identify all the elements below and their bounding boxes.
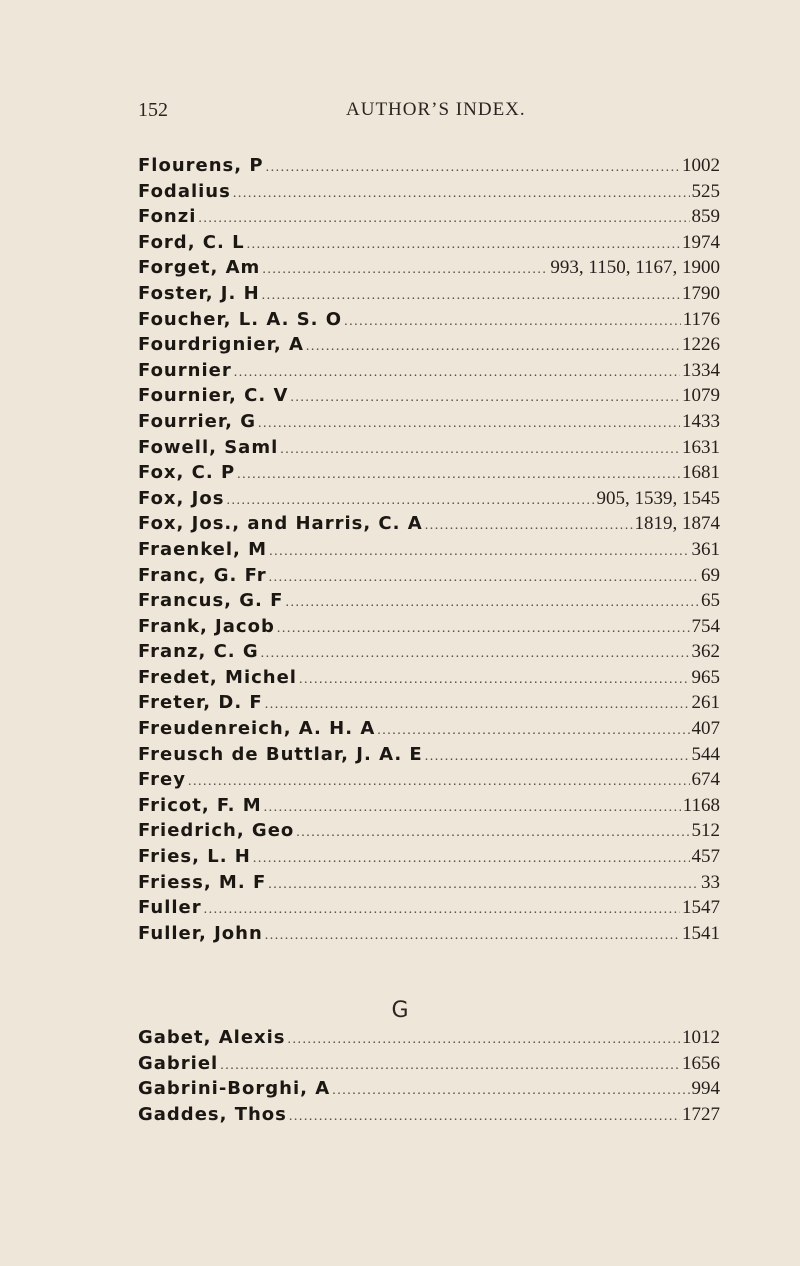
dot-leader (198, 211, 689, 227)
entry-author-name: Freter, D. F (138, 692, 263, 714)
entry-page-numbers: 1819, 1874 (634, 513, 720, 535)
entry-page-numbers: 1433 (682, 410, 720, 432)
index-entry (138, 309, 720, 335)
entry-page-numbers: 362 (691, 641, 720, 663)
dot-leader (288, 1032, 680, 1048)
entry-author-name: Fuller (138, 897, 202, 919)
index-entry (138, 488, 720, 514)
entry-author-name: Foster, J. H (138, 282, 260, 304)
entry-author-name: Fox, Jos (138, 487, 225, 509)
running-title: AUTHOR’S INDEX. (346, 99, 526, 120)
dot-leader (344, 314, 681, 330)
entry-page-numbers: 69 (701, 564, 720, 586)
dot-leader (425, 518, 633, 534)
entry-page-numbers: 1727 (682, 1103, 720, 1125)
dot-leader (233, 186, 690, 202)
dot-leader (261, 646, 690, 662)
index-entry (138, 411, 720, 437)
index-entry (138, 820, 720, 846)
index-entry (138, 565, 720, 591)
entry-page-numbers: 1790 (682, 282, 720, 304)
dot-leader (266, 160, 680, 176)
index-entry (138, 846, 720, 872)
dot-leader (188, 774, 690, 790)
entry-author-name: Fournier (138, 359, 232, 381)
entry-page-numbers: 1681 (682, 462, 720, 484)
index-entry (138, 744, 720, 770)
index-entry (138, 616, 720, 642)
entry-page-numbers: 1656 (682, 1052, 720, 1074)
entry-author-name: Gabrini-Borghi, A (138, 1078, 331, 1100)
entry-page-numbers: 1226 (682, 334, 720, 356)
page-number: 152 (138, 98, 168, 121)
entry-page-numbers: 1541 (682, 922, 720, 944)
dot-leader (269, 570, 699, 586)
entry-page-numbers: 905, 1539, 1545 (596, 487, 720, 509)
dot-leader (306, 339, 680, 355)
dot-leader (289, 1109, 680, 1125)
index-entry (138, 437, 720, 463)
index-entry (138, 923, 720, 949)
entry-author-name: Fodalius (138, 180, 231, 202)
dot-leader (277, 621, 690, 637)
index-entry (138, 1078, 720, 1104)
entry-author-name: Fourdrignier, A (138, 334, 304, 356)
entry-author-name: Ford, C. L (138, 231, 245, 253)
index-entry (138, 232, 720, 258)
dot-leader (268, 877, 699, 893)
page-header (138, 95, 718, 125)
index-entry (138, 360, 720, 386)
entry-author-name: Freusch de Buttlar, J. A. E (138, 743, 423, 765)
entry-page-numbers: 261 (691, 692, 720, 714)
entry-author-name: Fox, Jos., and Harris, C. A (138, 513, 423, 535)
entry-page-numbers: 525 (691, 180, 720, 202)
entry-page-numbers: 859 (691, 206, 720, 228)
entry-author-name: Friess, M. F (138, 871, 267, 893)
index-entry (138, 692, 720, 718)
entry-author-name: Gabriel (138, 1052, 219, 1074)
index-entry (138, 539, 720, 565)
index-entry (138, 590, 720, 616)
entry-page-numbers: 457 (691, 846, 720, 868)
entry-author-name: Fredet, Michel (138, 666, 297, 688)
index-entries-f (138, 155, 720, 948)
index-entry (138, 283, 720, 309)
index-entry (138, 795, 720, 821)
dot-leader (253, 851, 690, 867)
entry-page-numbers: 512 (691, 820, 720, 842)
index-entry (138, 334, 720, 360)
entry-page-numbers: 65 (701, 590, 720, 612)
dot-leader (264, 800, 681, 816)
dot-leader (258, 416, 680, 432)
entry-author-name: Fries, L. H (138, 846, 251, 868)
dot-leader (204, 902, 680, 918)
index-entry (138, 1053, 720, 1079)
entry-author-name: Franz, C. G (138, 641, 259, 663)
entry-author-name: Franc, G. Fr (138, 564, 267, 586)
entry-author-name: Fowell, Saml (138, 436, 279, 458)
dot-leader (285, 595, 699, 611)
dot-leader (247, 237, 680, 253)
entry-author-name: Gaddes, Thos (138, 1103, 287, 1125)
entry-author-name: Fox, C. P (138, 462, 236, 484)
entry-author-name: Fonzi (138, 206, 197, 228)
dot-leader (290, 390, 680, 406)
entry-author-name: Fuller, John (138, 922, 263, 944)
entry-page-numbers: 544 (691, 743, 720, 765)
entry-page-numbers: 1334 (682, 359, 720, 381)
entry-author-name: Gabet, Alexis (138, 1027, 286, 1048)
dot-leader (265, 697, 690, 713)
entry-page-numbers: 1547 (682, 897, 720, 919)
entry-author-name: Foucher, L. A. S. O (138, 308, 343, 330)
entry-author-name: Freudenreich, A. H. A (138, 718, 376, 740)
entry-author-name: Fourrier, G (138, 410, 256, 432)
dot-leader (220, 1058, 680, 1074)
entry-page-numbers: 1002 (682, 155, 720, 176)
index-entry (138, 897, 720, 923)
dot-leader (377, 723, 689, 739)
entry-author-name: Fraenkel, M (138, 538, 268, 560)
entry-author-name: Flourens, P (138, 155, 264, 176)
entry-page-numbers: 407 (691, 718, 720, 740)
dot-leader (262, 262, 548, 278)
entry-page-numbers: 1631 (682, 436, 720, 458)
index-entry (138, 462, 720, 488)
index-entry (138, 513, 720, 539)
dot-leader (425, 749, 690, 765)
entry-page-numbers: 754 (691, 615, 720, 637)
index-entry (138, 769, 720, 795)
index-entry (138, 667, 720, 693)
index-entries-g (138, 1027, 720, 1129)
entry-page-numbers: 1176 (682, 308, 720, 330)
section-letter-g: G (391, 998, 409, 1023)
entry-page-numbers: 965 (691, 666, 720, 688)
index-entry (138, 181, 720, 207)
index-entry (138, 257, 720, 283)
dot-leader (234, 365, 680, 381)
entry-page-numbers: 1079 (682, 385, 720, 407)
index-entry (138, 155, 720, 181)
entry-page-numbers: 33 (701, 871, 720, 893)
entry-page-numbers: 993, 1150, 1167, 1900 (550, 257, 720, 279)
entry-author-name: Fournier, C. V (138, 385, 289, 407)
dot-leader (262, 288, 680, 304)
entry-author-name: Fricot, F. M (138, 794, 262, 816)
dot-leader (265, 928, 680, 944)
dot-leader (280, 442, 680, 458)
entry-page-numbers: 994 (691, 1078, 720, 1100)
entry-page-numbers: 1168 (682, 794, 720, 816)
dot-leader (237, 467, 680, 483)
entry-author-name: Forget, Am (138, 257, 261, 279)
entry-page-numbers: 1974 (682, 231, 720, 253)
index-entry (138, 641, 720, 667)
dot-leader (269, 544, 689, 560)
index-entry (138, 1104, 720, 1130)
index-entry (138, 1027, 720, 1053)
entry-author-name: Frank, Jacob (138, 615, 275, 637)
dot-leader (332, 1083, 689, 1099)
index-entry (138, 385, 720, 411)
entry-author-name: Friedrich, Geo (138, 820, 295, 842)
index-entry (138, 718, 720, 744)
entry-author-name: Francus, G. F (138, 590, 284, 612)
entry-page-numbers: 361 (691, 538, 720, 560)
index-entry (138, 206, 720, 232)
dot-leader (226, 493, 594, 509)
entry-page-numbers: 1012 (682, 1027, 720, 1048)
entry-page-numbers: 674 (691, 769, 720, 791)
entry-author-name: Frey (138, 769, 186, 791)
dot-leader (299, 672, 690, 688)
index-entry (138, 872, 720, 898)
dot-leader (296, 825, 689, 841)
